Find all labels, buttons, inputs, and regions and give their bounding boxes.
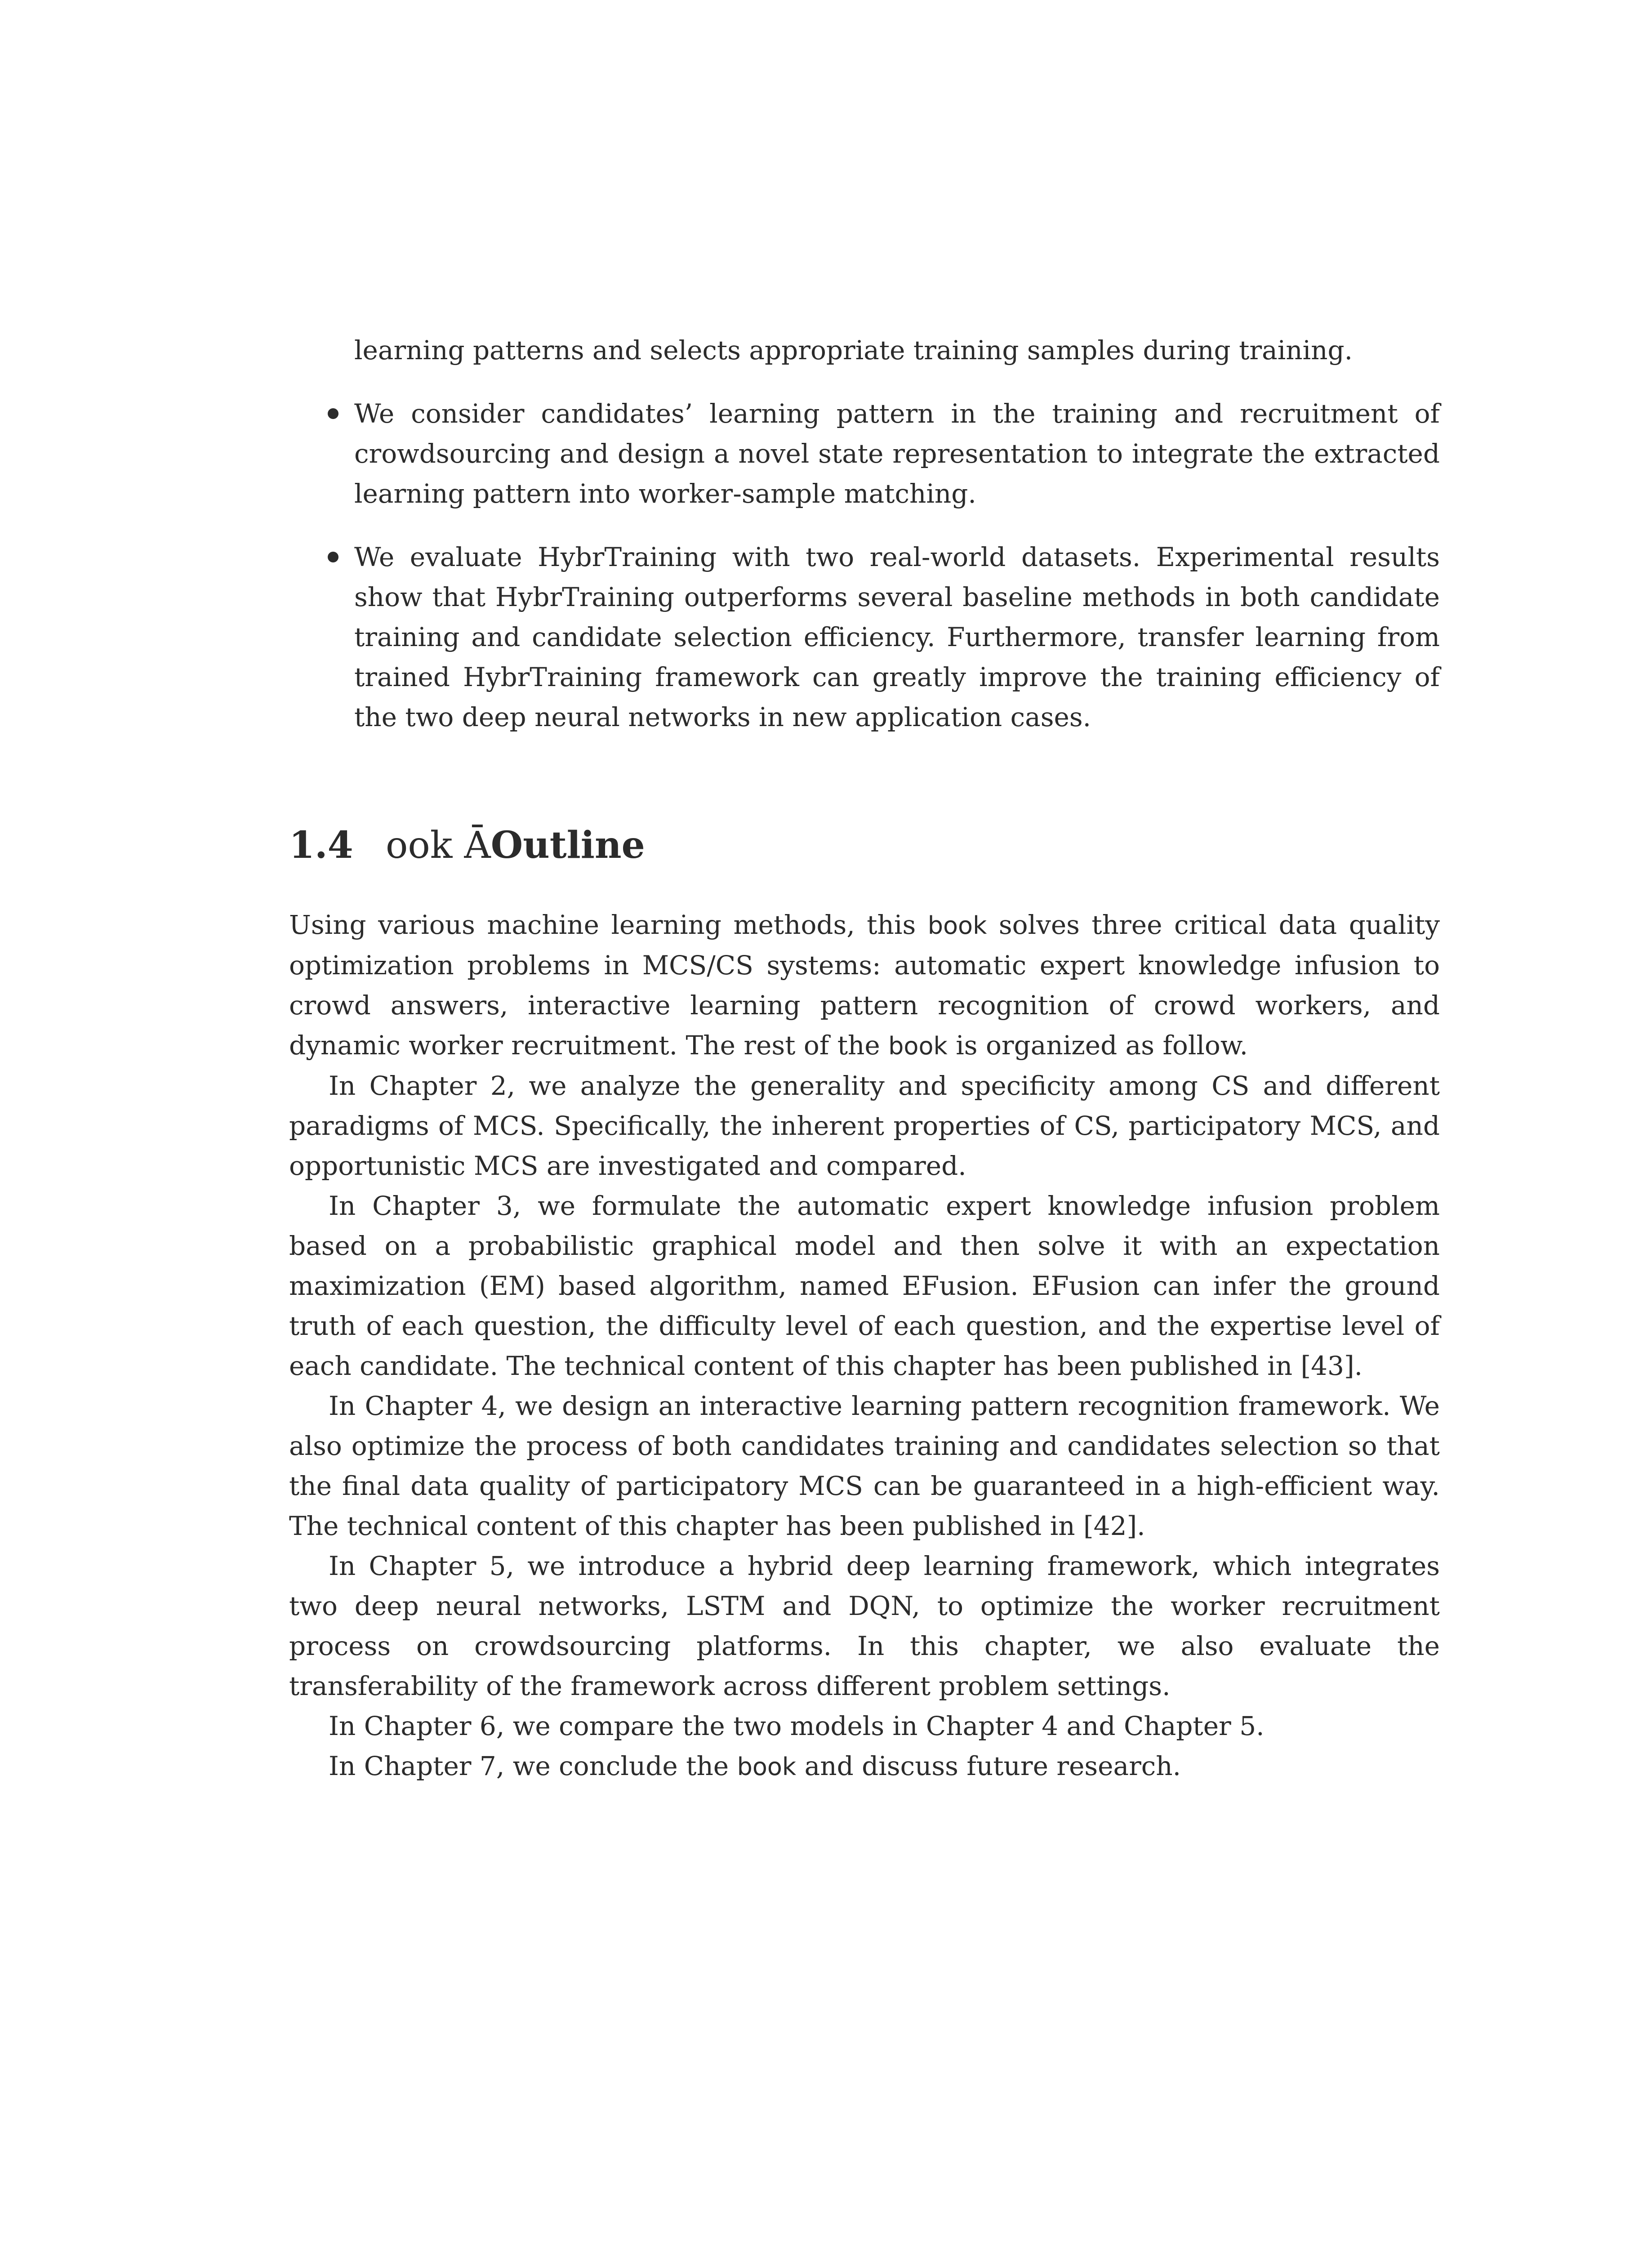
section-number: 1.4 — [289, 824, 353, 867]
paragraph: In Chapter 6, we compare the two models in Chapter 4 and Chapter 5. — [329, 1711, 1265, 1741]
paragraph: In Chapter 3, we formulate the automatic expert knowledge infusion problem based on a probabilistic graphical model and then solve it with an expectation maximization (EM) based algorithm, named EFusion. EFusion can infer the ground truth of each question, the difficulty level of each question, and the expertise level of each candidate. The technical content of this chapter has been published in [43]. — [289, 1191, 1440, 1381]
section-heading — [289, 823, 1440, 868]
continued-bullet-text: learning patterns and selects appropriate training samples during training. — [354, 335, 1353, 366]
paragraph-text: book — [927, 911, 987, 940]
list-item — [289, 537, 1440, 737]
paragraph-text: Using various machine learning methods, this — [289, 910, 928, 940]
paragraph: In Chapter 5, we introduce a hybrid deep learning framework, which integrates two deep neural networks, LSTM and DQN, to optimize the worker recruitment process on crowdsourcing platforms. In this chapter, we also evaluate the transferability of the framework across different problem settings. — [289, 1551, 1440, 1701]
paragraph-text: and discuss future research. — [796, 1751, 1181, 1781]
bullet-icon — [328, 408, 338, 419]
paragraph: In Chapter 4, we design an interactive learning pattern recognition framework. We also optimize the process of both candidates training and candidates selection so that the final data quality of participatory MCS can be guaranteed in a high-efficient way. The technical content of this chapter has been published in [42]. — [289, 1391, 1440, 1541]
list-item-text: We evaluate HybrTraining with two real-world datasets. Experimental results show that HybrTraining outperforms several baseline methods in both candidate training and candidate selection efficiency. Furthermore, transfer learning from trained HybrTraining framework can greatly improve the training efficiency of the two deep neural networks in new application cases. — [354, 542, 1440, 732]
paragraph-text: is organized as follow. — [947, 1030, 1248, 1061]
section-title-prefix: ook Ā — [386, 824, 491, 867]
section-title: Outline — [490, 824, 645, 867]
list-item — [289, 394, 1440, 514]
list-item-text: We consider candidates’ learning pattern in the training and recruitment of crowdsourcing and design a novel state representation to integrate the extracted learning pattern into worker-sample matching. — [354, 398, 1440, 509]
page-body — [289, 330, 1440, 1787]
paragraph-text: In Chapter 7, we conclude the — [329, 1751, 737, 1781]
paragraph — [289, 905, 1440, 1066]
paragraph-text: book — [737, 1753, 797, 1781]
paragraph — [289, 1746, 1440, 1787]
paragraph-text: book — [888, 1032, 948, 1060]
bullet-icon — [328, 552, 338, 562]
contribution-list — [289, 394, 1440, 737]
paragraph: In Chapter 2, we analyze the generality and specificity among CS and different paradigms of MCS. Specifically, the inherent properties of CS, participatory MCS, and opportunistic MCS are investigated and compared. — [289, 1070, 1440, 1181]
paragraph-text: solves three critical data quality optimization problems in MCS/CS systems: automatic expert knowledge infusion to crowd answers, interactive learning pattern recognition of crowd workers, and dynamic worker recruitment. The rest of the — [289, 910, 1440, 1061]
